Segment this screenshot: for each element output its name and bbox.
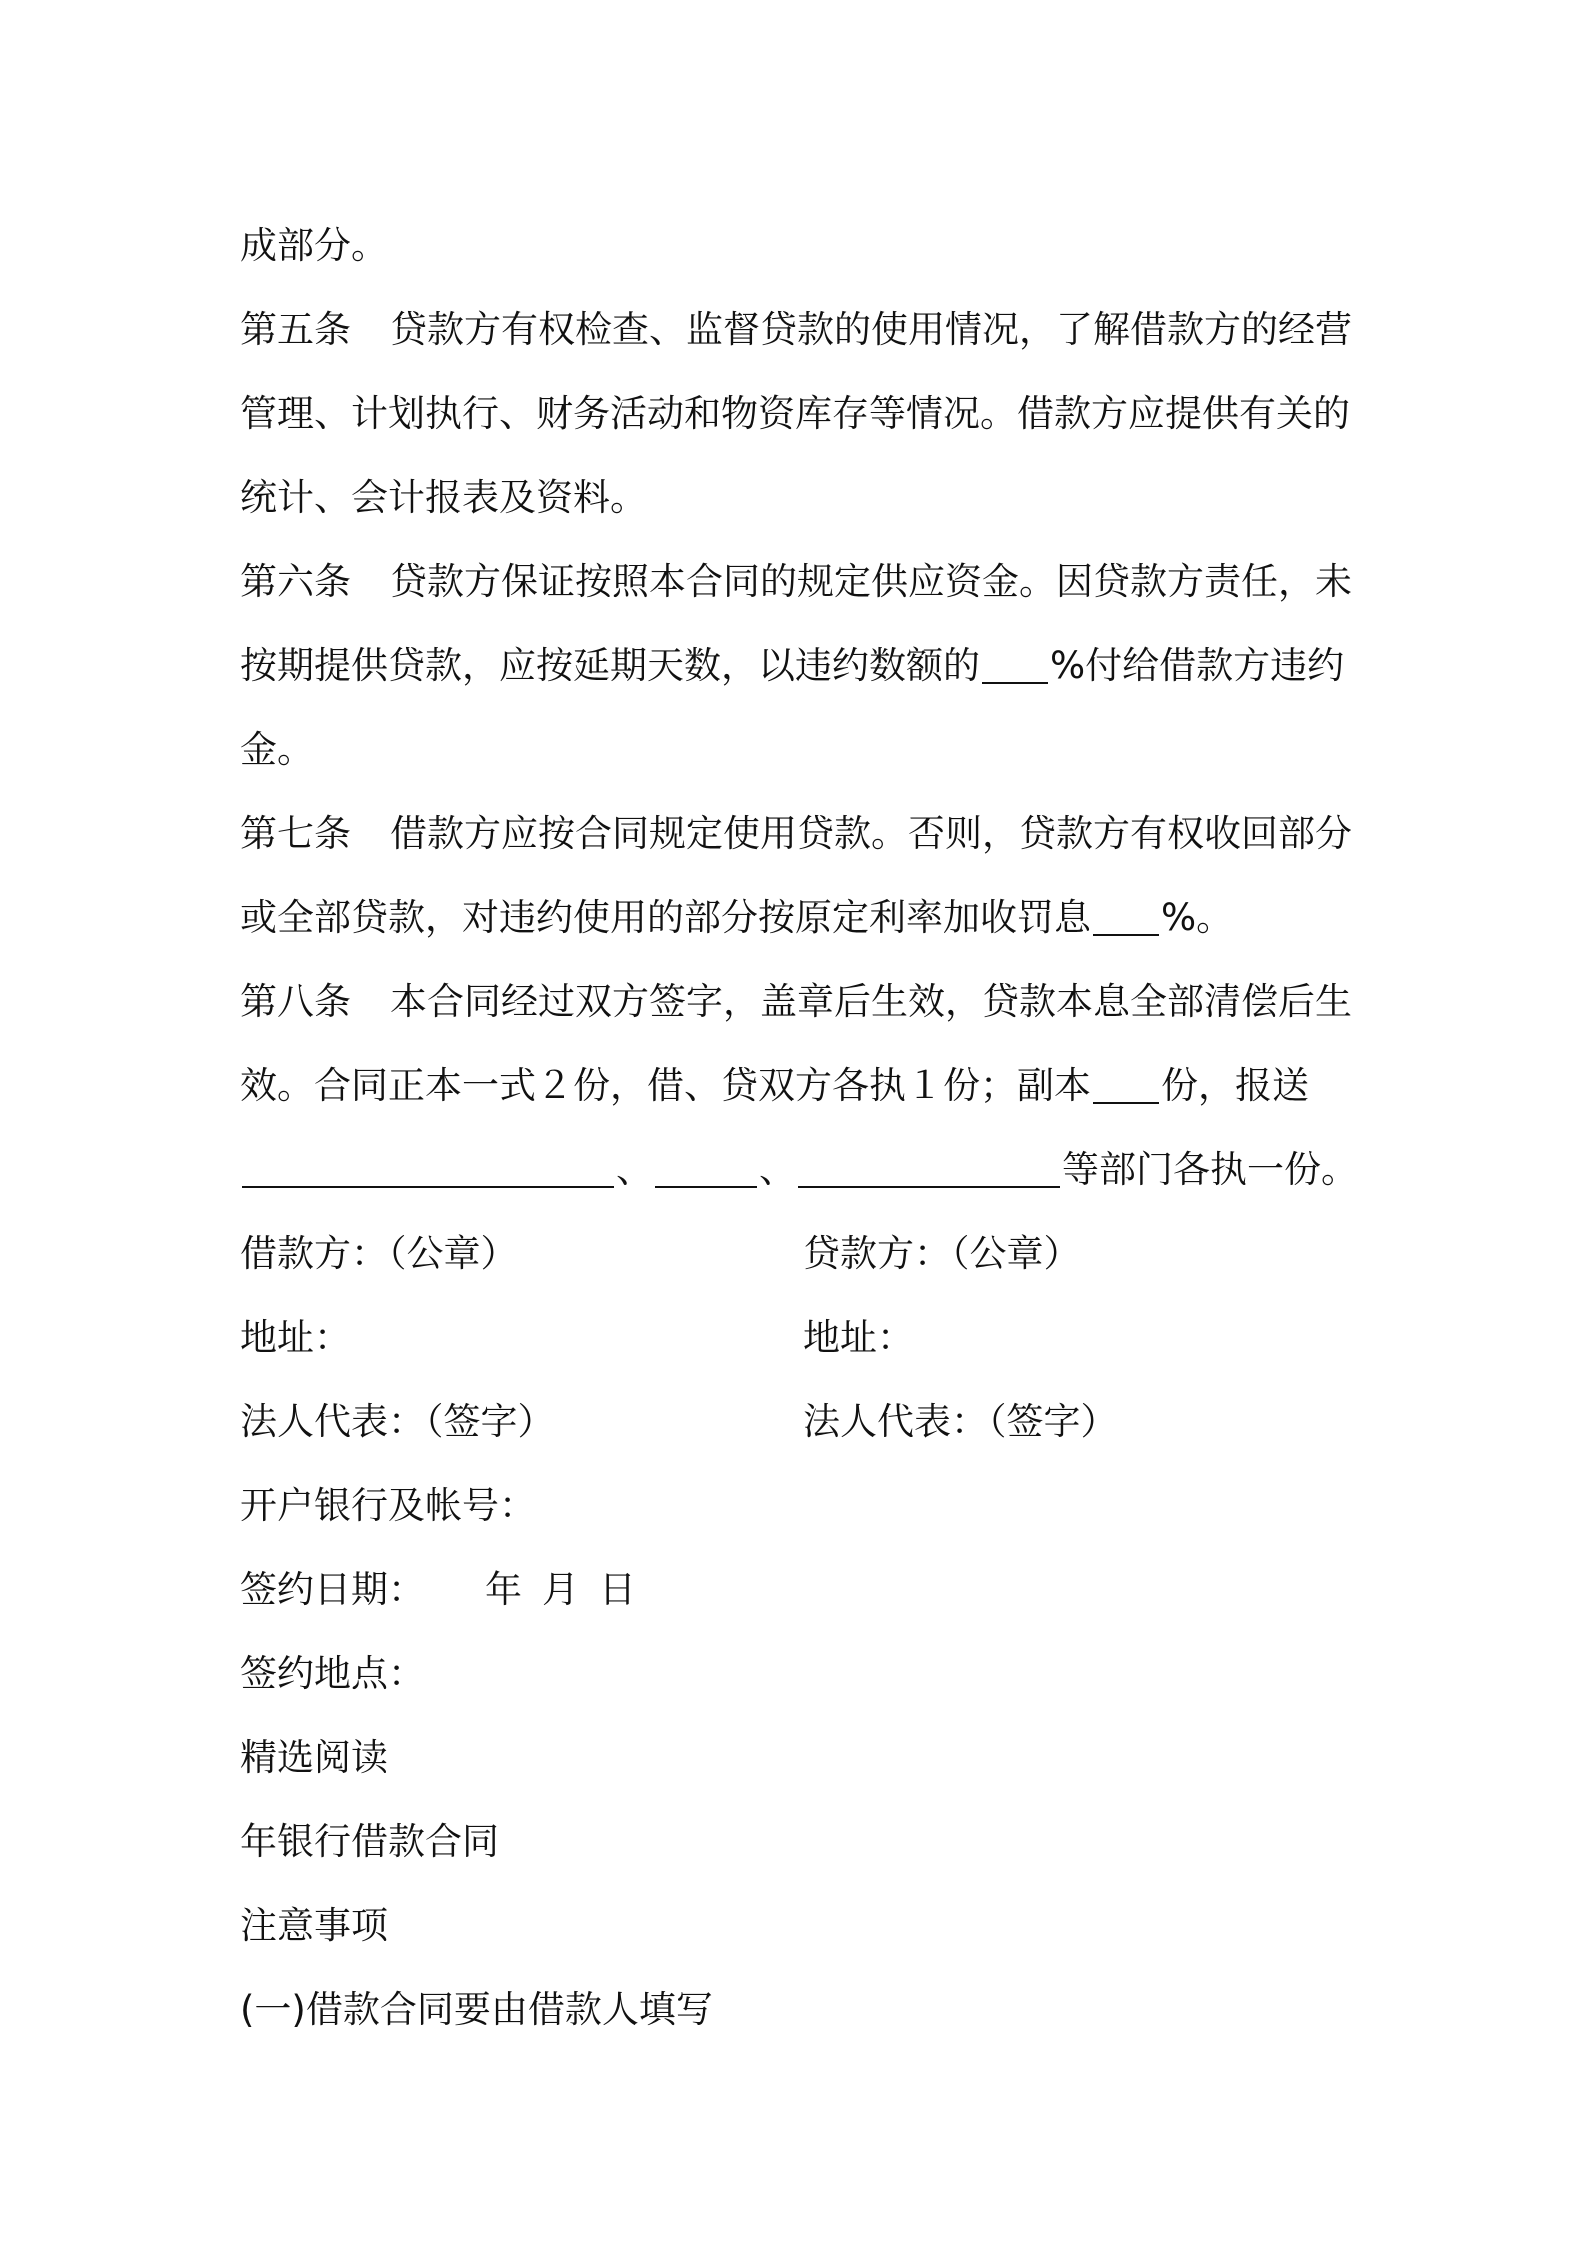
sign-date-line (240, 1548, 1358, 1632)
article-6-text-3: 金。 (240, 728, 314, 771)
article-7-line-1 (240, 792, 1358, 876)
featured-reading-line (240, 1716, 1358, 1800)
article-8-sep-2: 、 (759, 1148, 796, 1191)
department-1-blank[interactable] (242, 1148, 614, 1188)
article-8-line-2 (240, 1044, 1358, 1128)
article-8-label: 第八条 (240, 980, 351, 1023)
contract-body (240, 204, 1358, 2052)
sign-place-label: 签约地点： (240, 1652, 425, 1695)
article-7-text-2a: 或全部贷款，对违约使用的部分按原定利率加收罚息 (240, 896, 1091, 939)
sign-date-label: 签约日期： (240, 1568, 425, 1611)
note-item-1: (一)借款合同要由借款人填写 (240, 1988, 713, 2031)
borrower-address: 地址： (240, 1316, 351, 1359)
notes-heading: 注意事项 (240, 1904, 388, 1947)
bank-account-line (240, 1464, 1358, 1548)
penalty-rate-blank[interactable] (982, 644, 1048, 684)
article-6-text-2b: %付给借款方违约 (1050, 644, 1345, 687)
borrower-legal-rep: 法人代表：（签字） (240, 1400, 555, 1443)
bank-account-label: 开户银行及帐号： (240, 1484, 536, 1527)
article-8-sep-1: 、 (616, 1148, 653, 1191)
signature-row-party (240, 1212, 1358, 1296)
date-day: 日 (599, 1568, 636, 1611)
article-8-text-1: 本合同经过双方签字，盖章后生效，贷款本息全部清偿后生 (390, 980, 1352, 1023)
article-5-text-1: 贷款方有权检查、监督贷款的使用情况，了解借款方的经营 (390, 308, 1352, 351)
department-2-blank[interactable] (655, 1148, 757, 1188)
sign-place-line (240, 1632, 1358, 1716)
signature-row-legal-rep (240, 1380, 1358, 1464)
article-7-line-2 (240, 876, 1358, 960)
borrower-party: 借款方：（公章） (240, 1232, 518, 1275)
article-5-text-3: 统计、会计报表及资料。 (240, 476, 647, 519)
lender-party: 贷款方：（公章） (803, 1232, 1081, 1275)
copies-count-blank[interactable] (1093, 1064, 1159, 1104)
article-8-text-2a: 效。合同正本一式２份，借、贷双方各执１份；副本 (240, 1064, 1091, 1107)
department-3-blank[interactable] (798, 1148, 1060, 1188)
article-7-text-2b: %。 (1161, 896, 1234, 939)
continuation-text: 成部分。 (240, 224, 388, 267)
notes-heading-line (240, 1884, 1358, 1968)
article-8-line-1 (240, 960, 1358, 1044)
article-5-line-2 (240, 372, 1358, 456)
lender-legal-rep: 法人代表：（签字） (803, 1400, 1118, 1443)
article-8-text-3: 等部门各执一份。 (1062, 1148, 1358, 1191)
signature-row-address (240, 1296, 1358, 1380)
note-item-1-line (240, 1968, 1358, 2052)
date-month: 月 (542, 1568, 579, 1611)
article-6-text-1: 贷款方保证按照本合同的规定供应资金。因贷款方责任，未 (390, 560, 1352, 603)
lender-address: 地址： (803, 1316, 914, 1359)
continuation-line (240, 204, 1358, 288)
date-year: 年 (485, 1568, 522, 1611)
article-7-label: 第七条 (240, 812, 351, 855)
article-6-label: 第六条 (240, 560, 351, 603)
article-6-text-2a: 按期提供贷款，应按延期天数，以违约数额的 (240, 644, 980, 687)
article-8-text-2b: 份，报送 (1161, 1064, 1309, 1107)
article-6-line-2 (240, 624, 1358, 708)
article-6-line-1 (240, 540, 1358, 624)
penalty-interest-blank[interactable] (1093, 896, 1159, 936)
article-5-text-2: 管理、计划执行、财务活动和物资库存等情况。借款方应提供有关的 (240, 392, 1350, 435)
featured-reading: 精选阅读 (240, 1736, 388, 1779)
article-8-line-3 (240, 1128, 1358, 1212)
article-5-line-3 (240, 456, 1358, 540)
article-5-label: 第五条 (240, 308, 351, 351)
article-7-text-1: 借款方应按合同规定使用贷款。否则，贷款方有权收回部分 (390, 812, 1352, 855)
contract-title-line (240, 1800, 1358, 1884)
contract-title: 年银行借款合同 (240, 1820, 499, 1863)
article-5-line-1 (240, 288, 1358, 372)
article-6-line-3 (240, 708, 1358, 792)
